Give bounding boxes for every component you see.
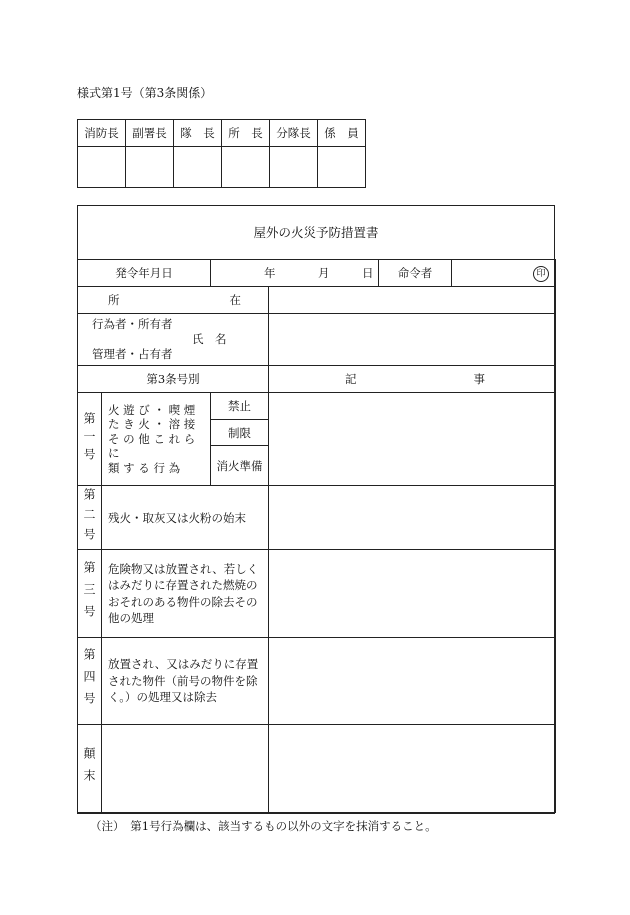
person-label-cell bbox=[78, 314, 269, 366]
address-field[interactable] bbox=[269, 287, 556, 314]
item3-label-cell bbox=[78, 550, 102, 638]
remarks-header bbox=[269, 366, 556, 393]
remarks-header-1: 記 bbox=[345, 372, 357, 386]
address-label-cell bbox=[78, 287, 269, 314]
item5-label-cell bbox=[78, 725, 102, 813]
item2-label: 第二号 bbox=[82, 487, 96, 548]
stamp-header-captain: 隊 長 bbox=[174, 120, 222, 147]
person-line-2: 氏 名 bbox=[192, 332, 227, 346]
issue-date-label: 発令年月日 bbox=[78, 260, 211, 287]
stamp-box-station-chief[interactable] bbox=[222, 147, 270, 188]
item5-label: 顛末 bbox=[82, 746, 96, 791]
issuer-label: 命令者 bbox=[379, 260, 452, 287]
stamp-header-staff: 係 員 bbox=[318, 120, 366, 147]
item1-option-extinguish-prep[interactable]: 消火準備 bbox=[211, 446, 269, 486]
item3-text: 危険物又は放置され、若しくはみだりに存置された燃焼のおそれのある物件の除去その他の処理 bbox=[102, 550, 269, 638]
day-label: 日 bbox=[362, 266, 374, 280]
year-label: 年 bbox=[264, 266, 276, 280]
item1-text-line-3: そ の 他 こ れ ら に bbox=[108, 431, 196, 461]
item1-option-prohibit[interactable]: 禁止 bbox=[211, 393, 269, 420]
item1-text-line-1: 火 遊 び ・ 喫 煙 bbox=[108, 402, 196, 417]
address-label-1: 所 bbox=[108, 293, 120, 307]
stamp-header-fire-chief: 消防長 bbox=[78, 120, 126, 147]
month-label: 月 bbox=[318, 266, 330, 280]
stamp-box-squad-leader[interactable] bbox=[270, 147, 318, 188]
stamp-box-staff[interactable] bbox=[318, 147, 366, 188]
stamp-header-squad-leader: 分隊長 bbox=[270, 120, 318, 147]
stamp-box-deputy[interactable] bbox=[126, 147, 174, 188]
document-title: 屋外の火災予防措置書 bbox=[253, 225, 379, 240]
item1-text-line-4: 類 す る 行 為 bbox=[108, 460, 181, 475]
item2-remarks-field[interactable] bbox=[269, 486, 556, 550]
issue-date-field[interactable] bbox=[211, 260, 379, 287]
item1-remarks-field[interactable] bbox=[269, 393, 556, 486]
item5-remarks-field[interactable] bbox=[269, 725, 556, 813]
item4-remarks-field[interactable] bbox=[269, 638, 556, 725]
stamp-header-deputy: 副署長 bbox=[126, 120, 174, 147]
item3-label: 第三号 bbox=[82, 560, 96, 627]
stamp-box-fire-chief[interactable] bbox=[78, 147, 126, 188]
form-number: 様式第1号（第3条関係） bbox=[77, 86, 213, 100]
main-form-table bbox=[77, 259, 556, 813]
item4-label-cell bbox=[78, 638, 102, 725]
item1-text-line-2: た き 火 ・ 溶 接 bbox=[108, 417, 196, 432]
item3-remarks-field[interactable] bbox=[269, 550, 556, 638]
item1-label: 第一号 bbox=[82, 412, 96, 466]
approval-stamp-table bbox=[77, 119, 366, 188]
item4-text: 放置され、又はみだりに存置された物件（前号の物件を除く。）の処理又は除去 bbox=[102, 638, 269, 725]
remarks-header-2: 事 bbox=[473, 372, 486, 386]
item4-label: 第四号 bbox=[82, 648, 96, 714]
seal-mark: 印 bbox=[533, 266, 549, 282]
person-line-3: 管理者・占有者 bbox=[92, 347, 173, 361]
address-label-2: 在 bbox=[229, 293, 241, 307]
footnote: （注） 第1号行為欄は、該当するもの以外の文字を抹消すること。 bbox=[90, 819, 437, 833]
item1-option-restrict[interactable]: 制限 bbox=[211, 420, 269, 446]
item5-text-field[interactable] bbox=[102, 725, 269, 813]
item2-label-cell bbox=[78, 486, 102, 550]
issuer-field[interactable] bbox=[452, 260, 556, 287]
item2-text: 残火・取灰又は火粉の始末 bbox=[102, 486, 269, 550]
person-name-field[interactable] bbox=[269, 314, 556, 366]
stamp-header-station-chief: 所 長 bbox=[222, 120, 270, 147]
article-header: 第3条号別 bbox=[78, 366, 269, 393]
item1-text-cell bbox=[102, 393, 211, 486]
item1-label-cell bbox=[78, 393, 102, 486]
person-line-1: 行為者・所有者 bbox=[92, 317, 173, 331]
stamp-box-captain[interactable] bbox=[174, 147, 222, 188]
